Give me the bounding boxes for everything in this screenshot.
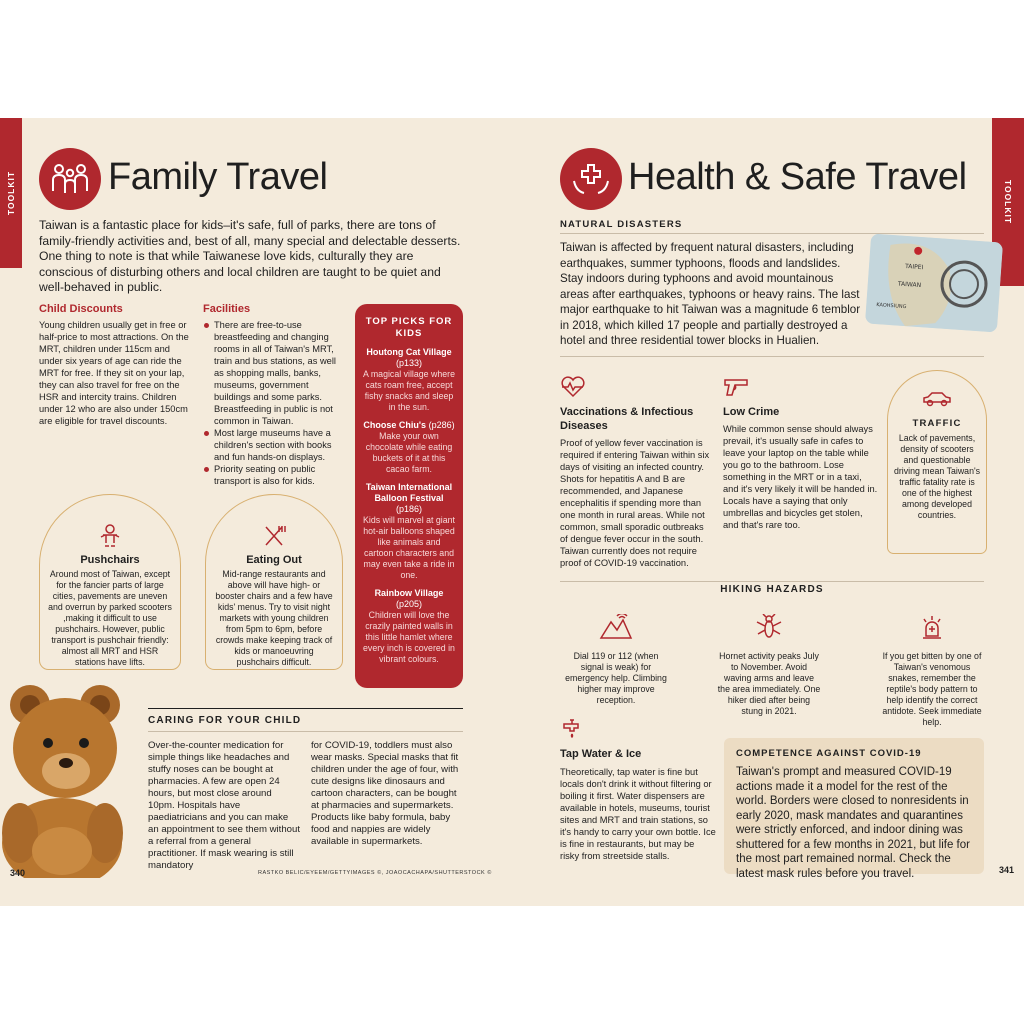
top-pick-page: (p186) bbox=[395, 504, 422, 514]
eating-out-card bbox=[205, 494, 343, 670]
top-picks-heading: TOP PICKS FOR KIDS bbox=[365, 316, 453, 339]
hiking-item bbox=[878, 614, 986, 728]
top-pick-item bbox=[363, 482, 455, 581]
heartbeat-icon bbox=[560, 376, 586, 403]
facilities-section bbox=[203, 303, 343, 487]
page-title-family-travel: Family Travel bbox=[108, 156, 328, 198]
natural-disasters-heading: NATURAL DISASTERS bbox=[560, 219, 683, 230]
pistol-icon bbox=[723, 376, 751, 403]
hiking-heading-text: HIKING HAZARDS bbox=[720, 584, 824, 595]
low-crime-text: While common sense should always prevail, it's usually safe in cafes to leave your laptop on the table while you go to the bathroom. Lose something in the MRT or in a taxi, and it's very likely it will be handed in. Locals have a saying that only umbrellas and bicycles get stolen, and that's rare too. bbox=[723, 424, 878, 530]
top-pick-name: Houtong Cat Village bbox=[366, 347, 452, 357]
caring-sub-rule bbox=[148, 731, 463, 732]
teddy-bear-image bbox=[0, 683, 140, 878]
hiking-item-text: Dial 119 or 112 (when signal is weak) for emergency help. Climbing higher may improve reception. bbox=[565, 651, 667, 705]
hiking-item bbox=[564, 614, 668, 706]
top-pick-desc: Children will love the crazily painted walls in this little hamlet where every inch is covered in vibrant colours. bbox=[363, 610, 455, 664]
hiking-item bbox=[717, 614, 821, 717]
tap-water-heading: Tap Water & Ice bbox=[560, 748, 642, 760]
top-pick-page: (p286) bbox=[428, 420, 455, 430]
facilities-heading: Facilities bbox=[203, 303, 251, 315]
section-divider bbox=[560, 356, 984, 357]
mountain-icon bbox=[599, 614, 633, 640]
map-label: TAIPEI bbox=[904, 262, 924, 272]
eating-out-text: Mid-range restaurants and above will have high- or booster chairs and a few have kids' menus. Try to visit night markets with young children from 5pm to 6pm, before crowds make keeping track of kids or manoeuvring pushchairs difficult. bbox=[215, 569, 333, 667]
top-pick-desc: A magical village where cats roam free, accept fishy snacks and sleep in the sun. bbox=[363, 369, 455, 412]
toolkit-tab-label: TOOLKIT bbox=[1003, 179, 1013, 225]
caring-col-2: for COVID-19, toddlers must also wear masks. Special masks that fit children under the age of four, with cute designs like dinosaurs and cartoon characters, can be bought at pharmacies and supermarkets. Products like baby formula, baby food and nappies are widely available in supermarkets. bbox=[311, 740, 459, 847]
top-pick-item bbox=[363, 588, 455, 665]
caring-heading: CARING FOR YOUR CHILD bbox=[148, 715, 302, 726]
top-pick-desc: Kids will marvel at giant hot-air balloons shaped like animals and cartoon characters and may even take a ride in one. bbox=[363, 515, 455, 580]
caring-col-1: Over-the-counter medication for simple things like headaches and stuffy noses can be bought at pharmacies. A few are open 24 hours, but most close around 10pm. Hospitals have paediatricians and you can make an appointment to see them without a referral from a general practitioner. If mask wearing is still mandatory bbox=[148, 740, 300, 871]
child-discounts-text: Young children usually get in free or half-price to most attractions. On the MRT, children under 115cm and under six years of age can ride the MRT for free. If they sit on your lap, they can also travel for free on the HSR and intercity trains. Children under 12 who are also under 150cm are eligible for travel discounts. bbox=[39, 320, 189, 426]
top-pick-name: Taiwan International Balloon Festival bbox=[365, 482, 453, 503]
traffic-text: Lack of pavements, density of scooters and questionable driving mean Taiwan's traffic fatality rate is one of the highest among developed countries. bbox=[893, 433, 981, 520]
hiking-item-text: If you get bitten by one of Taiwan's venomous snakes, remember the reptile's body pattern to help identify the correct antidote. Seek immediate help. bbox=[882, 651, 982, 727]
covid-heading: COMPETENCE AGAINST COVID-19 bbox=[736, 748, 922, 759]
top-pick-item bbox=[363, 420, 455, 475]
pushchairs-card bbox=[39, 494, 181, 670]
top-pick-name-text: Choose Chiu's bbox=[363, 420, 427, 430]
toolkit-tab-left bbox=[0, 118, 22, 268]
tap-water-text: Theoretically, tap water is fine but locals don't drink it without filtering or boiling it first. Water dispensers are available in hotels, museums, tourist sites and MRT and train stations, so it's handy to carry your own bottle. Ice is fine in restaurants, but may be risky from streetside stalls. bbox=[560, 767, 716, 861]
child-discounts-heading: Child Discounts bbox=[39, 303, 123, 315]
child-discounts-section bbox=[39, 303, 191, 427]
photo-credit: RASTKO BELIC/EYEEM/GETTYIMAGES ©, JOAOCACHAPA/SHUTTERSTOCK © bbox=[258, 870, 492, 876]
baby-icon bbox=[97, 523, 123, 549]
top-pick-name: Rainbow Village bbox=[374, 588, 444, 598]
natural-disasters-rule bbox=[560, 233, 984, 234]
pushchairs-text: Around most of Taiwan, except for the fancier parts of large cities, pavements are uneven and overrun by parked scooters ,making it difficult to use pushchairs. However, public transport is pushchair friendly: almost all MRT and HSR stations have lifts. bbox=[48, 569, 172, 667]
facilities-item: Priority seating on public transport is also for kids. bbox=[203, 463, 343, 487]
facilities-item: Most large museums have a children's section with books and fun hands-on displays. bbox=[203, 427, 343, 463]
top-pick-item bbox=[363, 347, 455, 413]
covid-text: Taiwan's prompt and measured COVID-19 actions made it a model for the rest of the world. Borders were closed to nonresidents in early 2020, mask mandates and quarantines were strictly enforced, and indoor dining was shuttered for a few months in 2021, but life for the most part remained normal. Check the latest mask rules before you travel. bbox=[736, 766, 970, 880]
health-hands-icon bbox=[560, 148, 622, 210]
hiking-rule bbox=[560, 581, 984, 582]
map-label: KAOHSIUNG bbox=[876, 302, 907, 311]
caring-top-rule bbox=[148, 708, 463, 709]
page-number-right: 341 bbox=[999, 865, 1015, 875]
snake-warning-icon bbox=[920, 614, 944, 640]
left-page bbox=[0, 118, 512, 906]
page-number-left: 340 bbox=[10, 868, 26, 878]
family-intro: Taiwan is a fantastic place for kids–it's safe, full of parks, there are tons of family-friendly activities and, best of all, many special and delectable desserts. One thing to note is that while Taiwanese love kids, culturally they are conscious of disturbing others and local children are taught to be quiet and well-behaved in public. bbox=[39, 218, 461, 294]
vaccinations-text: Proof of yellow fever vaccination is required if entering Taiwan within six days of visiting an infected country. Shots for hepatitis A and B are recommended, and Japanese encephalitis if spending more than one month in rural areas. While not common, small sporadic outbreaks of dengue fever occur in the south. Taiwan currently does not require proof of COVID-19 vaccination. bbox=[560, 438, 710, 568]
eating-out-heading: Eating Out bbox=[246, 554, 302, 566]
hiking-heading bbox=[560, 584, 984, 595]
family-icon bbox=[39, 148, 101, 210]
right-page bbox=[512, 118, 1024, 906]
hornet-icon bbox=[755, 614, 783, 640]
vaccinations-heading: Vaccinations & Infectious Diseases bbox=[560, 406, 694, 432]
traffic-card bbox=[887, 370, 987, 554]
facilities-list bbox=[203, 319, 343, 487]
top-pick-page: (p205) bbox=[395, 599, 422, 609]
tap-icon bbox=[560, 716, 584, 743]
fork-knife-icon bbox=[261, 523, 287, 549]
map-photo-image bbox=[865, 234, 1003, 333]
hiking-item-text: Hornet activity peaks July to November. Avoid waving arms and leave the area immediately. One hiker died after being stung in 2021. bbox=[717, 651, 821, 716]
toolkit-tab-label: TOOLKIT bbox=[6, 170, 16, 216]
facilities-item: There are free-to-use breastfeeding and changing rooms in all of Taiwan's MRT, train and bus stations, as well as shopping malls, banks, museums, government buildings and some parks. Breastfeeding in public is not common in Taiwan. bbox=[203, 319, 343, 427]
top-pick-name bbox=[363, 420, 455, 431]
pushchairs-heading: Pushchairs bbox=[80, 554, 140, 566]
low-crime-heading: Low Crime bbox=[723, 406, 780, 418]
natural-disasters-text: Taiwan is affected by frequent natural disasters, including earthquakes, summer typhoons, floods and landslides. Stay indoors during typhoons and avoid mountainous areas after earthquakes, typhoons or heavy rains. The last major earthquake to hit Taiwan was a magnitude 6 temblor in 2018, which killed 17 people and partially destroyed a hotel and three residential tower blocks in Hualien. bbox=[560, 241, 861, 347]
page-title-health-safe-travel: Health & Safe Travel bbox=[628, 156, 967, 198]
top-pick-desc: Make your own chocolate while eating buckets of it at this cacao farm. bbox=[365, 431, 453, 474]
traffic-heading: TRAFFIC bbox=[912, 418, 962, 429]
car-icon bbox=[922, 391, 952, 407]
top-picks-box bbox=[355, 304, 463, 688]
map-label: TAIWAN bbox=[897, 280, 922, 290]
covid-box bbox=[724, 738, 984, 880]
top-pick-page: (p133) bbox=[395, 358, 422, 368]
